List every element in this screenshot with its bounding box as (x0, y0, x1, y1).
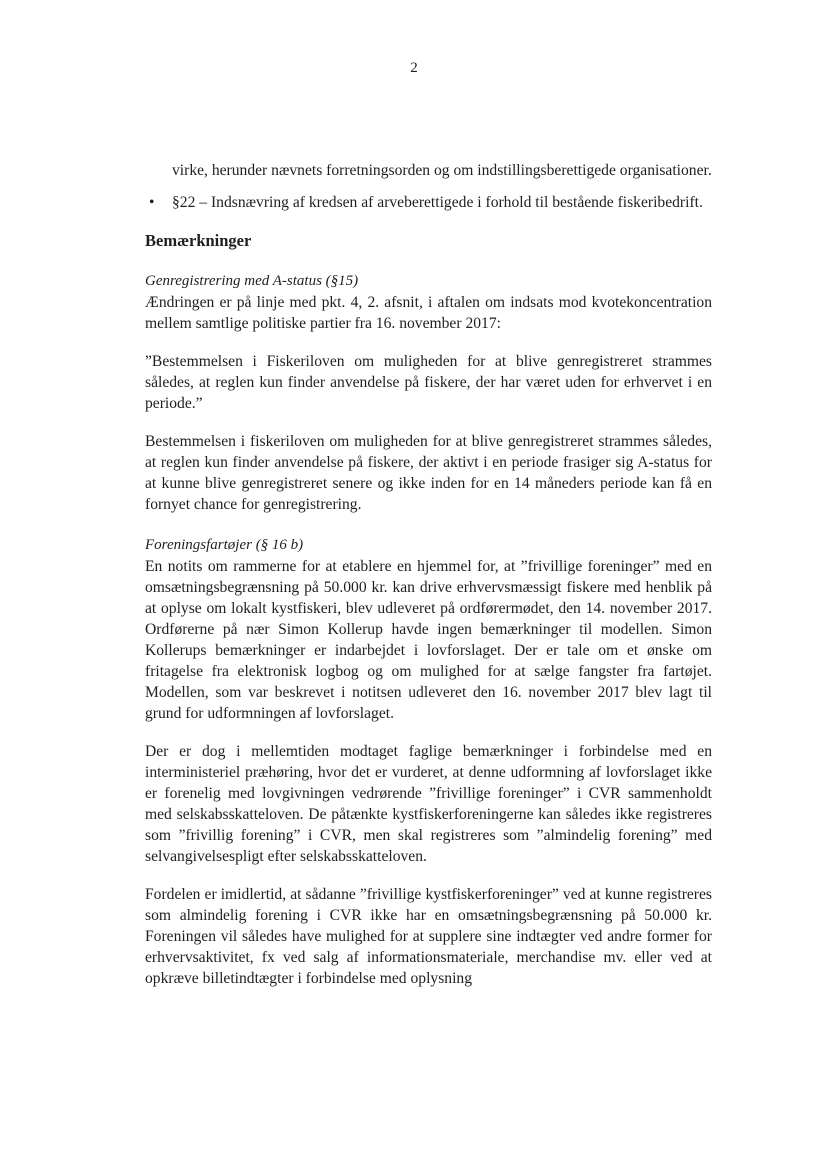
subsection-heading: Foreningsfartøjer (§ 16 b) (145, 537, 304, 553)
bullet-text: §22 – Indsnævring af kredsen af arveberettigede i forhold til bestående fiskeribedrift. (172, 194, 703, 211)
page-number: 2 (410, 60, 418, 76)
bullet-list (145, 192, 712, 213)
subsection-foreningsfartoejer (145, 535, 712, 989)
paragraph: Fordelen er imidlertid, at sådanne ”frivillige kystfiskerforeninger” ved at kunne registreres som almindelig forening i CVR ikke har en omsætningsbegrænsning på 50.000 kr. Foreningen vil således have mulighed for at supplere sine indtægter ved andre former for erhvervsaktivitet, fx ved salg af informationsmateriale, merchandise mv. eller ved at opkræve billetindtægter i forbindelse med oplysning (145, 886, 712, 987)
paragraph: Ændringen er på linje med pkt. 4, 2. afsnit, i aftalen om indsats mod kvotekoncentration mellem samtlige politiske partier fra 16. november 2017: (145, 294, 712, 332)
paragraph: Der er dog i mellemtiden modtaget faglige bemærkninger i forbindelse med en interministeriel præhøring, hvor det er vurderet, at denne udformning af lovforslaget ikke er forenelig med lovgivningen vedrørende ”frivillige foreninger” i CVR sammenholdt med selskabsskatteloven. De påtænkte kystfiskerforeningerne kan således ikke registreres som ”frivillig forening” i CVR, men skal registreres som ”almindelig forening” med selvangivelsespligt efter selskabsskatteloven. (145, 743, 712, 865)
bullet-item (145, 192, 712, 213)
quote-paragraph: ”Bestemmelsen i Fiskeriloven om muligheden for at blive genregistreret strammes således, at reglen kun finder anvendelse på fiskere, der har været uden for erhvervet i en periode.” (145, 353, 712, 412)
bullet-marker-icon: • (149, 194, 155, 211)
document-body (145, 160, 712, 989)
subsection-heading: Genregistrering med A-status (§15) (145, 273, 359, 289)
continuation-paragraph: virke, herunder nævnets forretningsorden og om indstillingsberettigede organisationer. (172, 162, 712, 179)
section-heading: Bemærkninger (145, 231, 252, 250)
paragraph: Bestemmelsen i fiskeriloven om muligheden for at blive genregistreret strammes således, at reglen kun finder anvendelse på fiskere, der aktivt i en periode frasiger sig A-status for at kunne blive genregistreret senere og ikke inden for en 14 måneders periode kan få en fornyet chance for genregistrering. (145, 433, 712, 513)
subsection-genregistrering (145, 271, 712, 515)
paragraph: En notits om rammerne for at etablere en hjemmel for, at ”frivillige foreninger” med en omsætningsbegrænsning på 50.000 kr. kan drive erhvervsmæssigt fiskere med henblik på at oplyse om lokalt kystfiskeri, blev udleveret på ordførermødet, den 14. november 2017. Ordførerne på nær Simon Kollerup havde ingen bemærkninger til modellen. Simon Kollerups bemærkninger er indarbejdet i lovforslaget. Der er tale om et ønske om fritagelse fra elektronisk logbog og om mulighed for at sælge fangster fra fartøjet. Modellen, som var beskrevet i notitsen udleveret den 16. november 2017 blev lagt til grund for udformningen af lovforslaget. (145, 558, 712, 722)
